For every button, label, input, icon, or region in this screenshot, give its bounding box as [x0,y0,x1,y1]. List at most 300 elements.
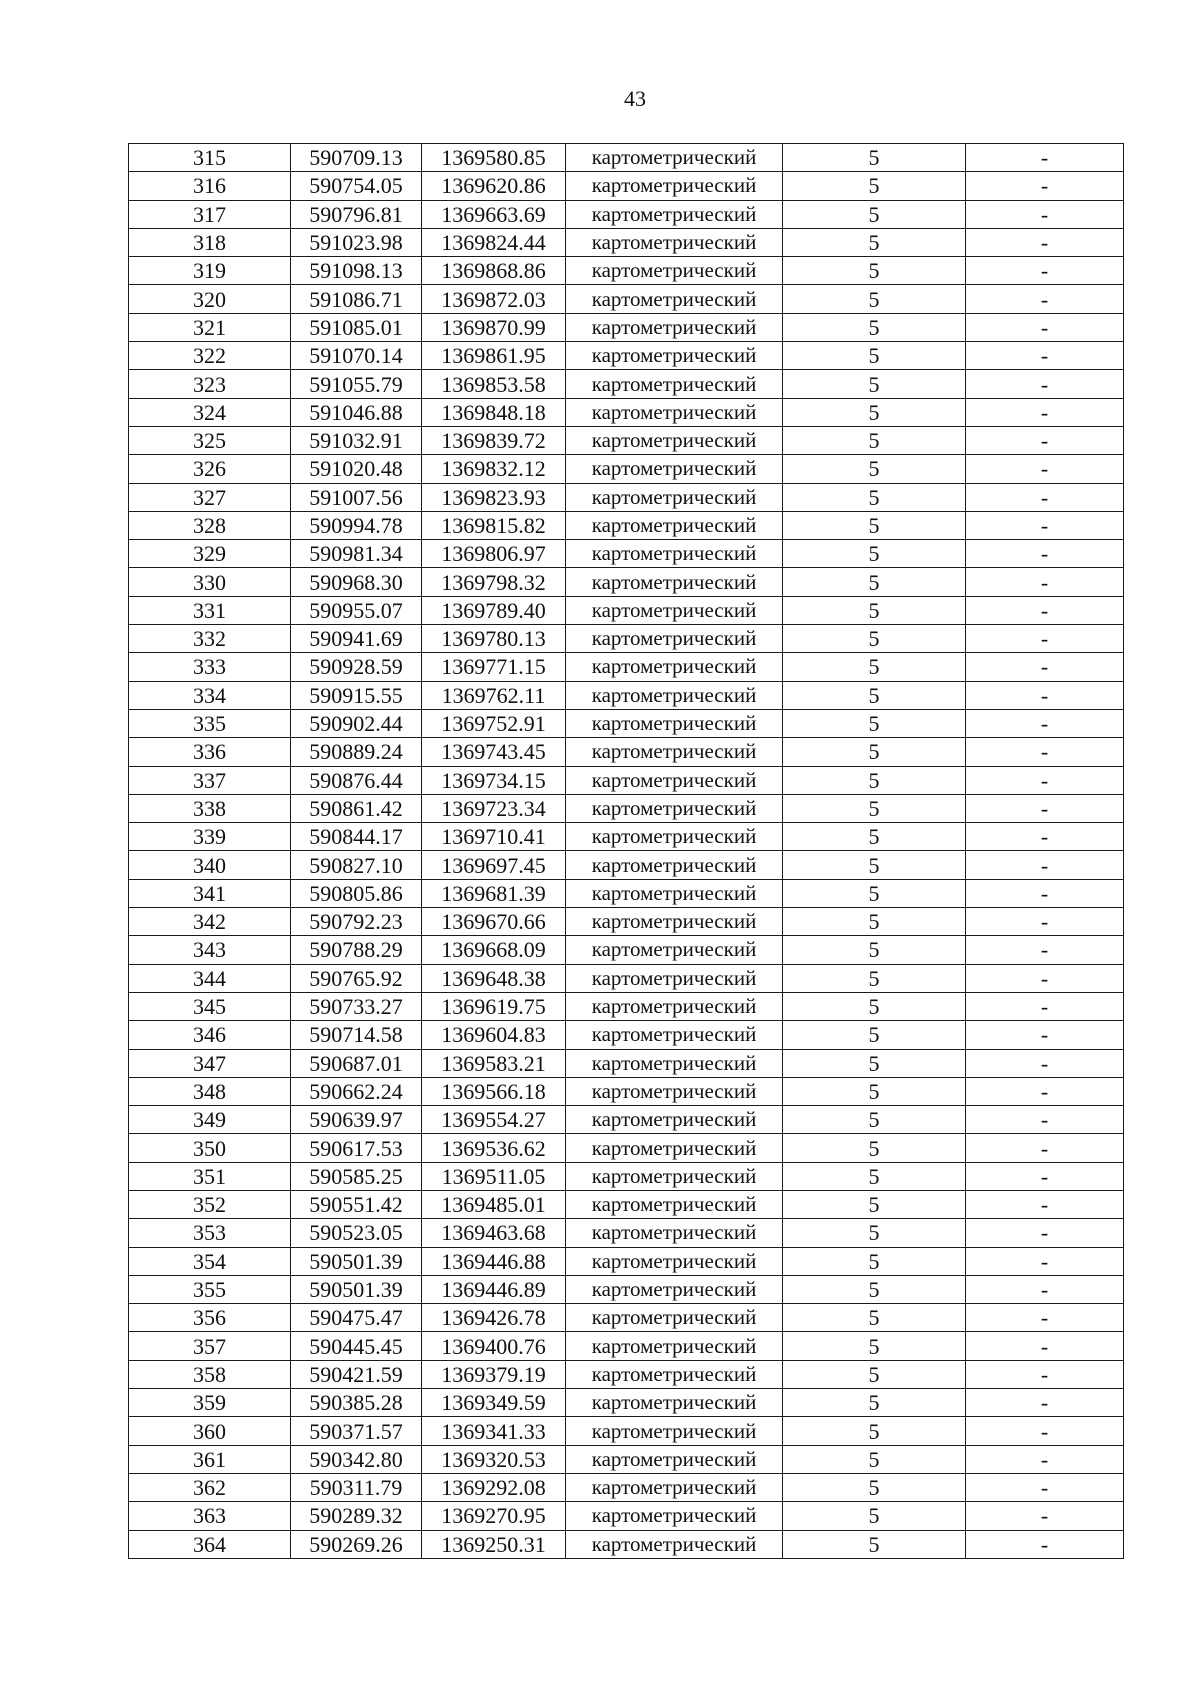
y-coordinate-cell: 1369848.18 [422,398,566,426]
precision-cell: 5 [783,879,966,907]
x-coordinate-cell: 590342.80 [291,1445,422,1473]
y-coordinate-cell: 1369798.32 [422,568,566,596]
point-number-cell: 336 [129,738,291,766]
table-row [129,681,1124,709]
y-coordinate-cell: 1369668.09 [422,936,566,964]
precision-cell: 5 [783,851,966,879]
method-cell: картометрический [566,370,783,398]
description-cell: - [966,511,1124,539]
method-cell: картометрический [566,1360,783,1388]
method-cell: картометрический [566,596,783,624]
table-row [129,483,1124,511]
description-cell: - [966,936,1124,964]
y-coordinate-cell: 1369771.15 [422,653,566,681]
description-cell: - [966,426,1124,454]
table-row [129,1219,1124,1247]
table-row [129,540,1124,568]
y-coordinate-cell: 1369446.89 [422,1275,566,1303]
x-coordinate-cell: 590876.44 [291,766,422,794]
point-number-cell: 348 [129,1077,291,1105]
x-coordinate-cell: 590981.34 [291,540,422,568]
method-cell: картометрический [566,1190,783,1218]
method-cell: картометрический [566,625,783,653]
x-coordinate-cell: 590551.42 [291,1190,422,1218]
method-cell: картометрический [566,992,783,1020]
point-number-cell: 325 [129,426,291,454]
x-coordinate-cell: 590385.28 [291,1389,422,1417]
table-row [129,908,1124,936]
y-coordinate-cell: 1369426.78 [422,1304,566,1332]
point-number-cell: 335 [129,709,291,737]
description-cell: - [966,1106,1124,1134]
y-coordinate-cell: 1369681.39 [422,879,566,907]
y-coordinate-cell: 1369752.91 [422,709,566,737]
x-coordinate-cell: 591023.98 [291,228,422,256]
method-cell: картометрический [566,568,783,596]
point-number-cell: 332 [129,625,291,653]
method-cell: картометрический [566,342,783,370]
table-row [129,992,1124,1020]
point-number-cell: 344 [129,964,291,992]
method-cell: картометрический [566,1077,783,1105]
method-cell: картометрический [566,964,783,992]
precision-cell: 5 [783,794,966,822]
description-cell: - [966,1445,1124,1473]
page-number: 43 [624,86,646,111]
point-number-cell: 334 [129,681,291,709]
method-cell: картометрический [566,1275,783,1303]
table-row [129,1106,1124,1134]
point-number-cell: 341 [129,879,291,907]
point-number-cell: 355 [129,1275,291,1303]
precision-cell: 5 [783,1332,966,1360]
precision-cell: 5 [783,1417,966,1445]
y-coordinate-cell: 1369648.38 [422,964,566,992]
table-row [129,1473,1124,1501]
precision-cell: 5 [783,709,966,737]
y-coordinate-cell: 1369789.40 [422,596,566,624]
point-number-cell: 351 [129,1162,291,1190]
y-coordinate-cell: 1369697.45 [422,851,566,879]
point-number-cell: 342 [129,908,291,936]
method-cell: картометрический [566,511,783,539]
description-cell: - [966,681,1124,709]
description-cell: - [966,257,1124,285]
description-cell: - [966,1049,1124,1077]
method-cell: картометрический [566,851,783,879]
y-coordinate-cell: 1369580.85 [422,144,566,172]
precision-cell: 5 [783,342,966,370]
table-row [129,709,1124,737]
y-coordinate-cell: 1369554.27 [422,1106,566,1134]
method-cell: картометрический [566,908,783,936]
y-coordinate-cell: 1369870.99 [422,313,566,341]
description-cell: - [966,1219,1124,1247]
precision-cell: 5 [783,1106,966,1134]
method-cell: картометрический [566,1162,783,1190]
x-coordinate-cell: 590968.30 [291,568,422,596]
point-number-cell: 346 [129,1021,291,1049]
y-coordinate-cell: 1369292.08 [422,1473,566,1501]
point-number-cell: 358 [129,1360,291,1388]
precision-cell: 5 [783,1502,966,1530]
method-cell: картометрический [566,313,783,341]
method-cell: картометрический [566,1106,783,1134]
description-cell: - [966,992,1124,1020]
y-coordinate-cell: 1369511.05 [422,1162,566,1190]
precision-cell: 5 [783,1190,966,1218]
method-cell: картометрический [566,285,783,313]
y-coordinate-cell: 1369872.03 [422,285,566,313]
precision-cell: 5 [783,625,966,653]
x-coordinate-cell: 590994.78 [291,511,422,539]
table-row [129,144,1124,172]
table-row [129,1021,1124,1049]
description-cell: - [966,398,1124,426]
y-coordinate-cell: 1369619.75 [422,992,566,1020]
table-row [129,1360,1124,1388]
method-cell: картометрический [566,766,783,794]
x-coordinate-cell: 590709.13 [291,144,422,172]
point-number-cell: 327 [129,483,291,511]
y-coordinate-cell: 1369446.88 [422,1247,566,1275]
table-row [129,625,1124,653]
description-cell: - [966,908,1124,936]
point-number-cell: 322 [129,342,291,370]
description-cell: - [966,738,1124,766]
y-coordinate-cell: 1369270.95 [422,1502,566,1530]
y-coordinate-cell: 1369815.82 [422,511,566,539]
table-row [129,1502,1124,1530]
point-number-cell: 360 [129,1417,291,1445]
y-coordinate-cell: 1369341.33 [422,1417,566,1445]
description-cell: - [966,1021,1124,1049]
y-coordinate-cell: 1369780.13 [422,625,566,653]
x-coordinate-cell: 590523.05 [291,1219,422,1247]
description-cell: - [966,1275,1124,1303]
description-cell: - [966,1360,1124,1388]
x-coordinate-cell: 590788.29 [291,936,422,964]
y-coordinate-cell: 1369723.34 [422,794,566,822]
point-number-cell: 328 [129,511,291,539]
precision-cell: 5 [783,426,966,454]
point-number-cell: 356 [129,1304,291,1332]
precision-cell: 5 [783,1077,966,1105]
description-cell: - [966,1304,1124,1332]
description-cell: - [966,1473,1124,1501]
y-coordinate-cell: 1369853.58 [422,370,566,398]
x-coordinate-cell: 590371.57 [291,1417,422,1445]
table-row [129,766,1124,794]
x-coordinate-cell: 590827.10 [291,851,422,879]
description-cell: - [966,1247,1124,1275]
precision-cell: 5 [783,681,966,709]
method-cell: картометрический [566,455,783,483]
precision-cell: 5 [783,992,966,1020]
y-coordinate-cell: 1369349.59 [422,1389,566,1417]
x-coordinate-cell: 590928.59 [291,653,422,681]
method-cell: картометрический [566,1417,783,1445]
description-cell: - [966,342,1124,370]
table-row [129,1162,1124,1190]
description-cell: - [966,964,1124,992]
point-number-cell: 347 [129,1049,291,1077]
x-coordinate-cell: 590844.17 [291,823,422,851]
x-coordinate-cell: 590269.26 [291,1530,422,1558]
table-row [129,228,1124,256]
precision-cell: 5 [783,908,966,936]
method-cell: картометрический [566,1473,783,1501]
x-coordinate-cell: 590421.59 [291,1360,422,1388]
precision-cell: 5 [783,228,966,256]
x-coordinate-cell: 591046.88 [291,398,422,426]
table-row [129,1530,1124,1558]
method-cell: картометрический [566,1502,783,1530]
x-coordinate-cell: 591070.14 [291,342,422,370]
x-coordinate-cell: 590889.24 [291,738,422,766]
table-row [129,1304,1124,1332]
description-cell: - [966,653,1124,681]
x-coordinate-cell: 590687.01 [291,1049,422,1077]
table-row [129,200,1124,228]
table-row [129,370,1124,398]
precision-cell: 5 [783,1021,966,1049]
y-coordinate-cell: 1369320.53 [422,1445,566,1473]
table-row [129,794,1124,822]
precision-cell: 5 [783,738,966,766]
y-coordinate-cell: 1369620.86 [422,172,566,200]
y-coordinate-cell: 1369485.01 [422,1190,566,1218]
point-number-cell: 315 [129,144,291,172]
table-row [129,1417,1124,1445]
method-cell: картометрический [566,426,783,454]
table-row [129,455,1124,483]
description-cell: - [966,144,1124,172]
description-cell: - [966,483,1124,511]
point-number-cell: 353 [129,1219,291,1247]
table-row [129,1275,1124,1303]
x-coordinate-cell: 590617.53 [291,1134,422,1162]
precision-cell: 5 [783,455,966,483]
point-number-cell: 329 [129,540,291,568]
table-row [129,172,1124,200]
precision-cell: 5 [783,370,966,398]
description-cell: - [966,1162,1124,1190]
method-cell: картометрический [566,936,783,964]
y-coordinate-cell: 1369604.83 [422,1021,566,1049]
y-coordinate-cell: 1369710.41 [422,823,566,851]
point-number-cell: 350 [129,1134,291,1162]
point-number-cell: 317 [129,200,291,228]
method-cell: картометрический [566,228,783,256]
y-coordinate-cell: 1369832.12 [422,455,566,483]
method-cell: картометрический [566,257,783,285]
precision-cell: 5 [783,596,966,624]
x-coordinate-cell: 590662.24 [291,1077,422,1105]
precision-cell: 5 [783,172,966,200]
table-row [129,823,1124,851]
point-number-cell: 323 [129,370,291,398]
x-coordinate-cell: 590796.81 [291,200,422,228]
method-cell: картометрический [566,1389,783,1417]
description-cell: - [966,313,1124,341]
table-row [129,936,1124,964]
table-row [129,879,1124,907]
precision-cell: 5 [783,1304,966,1332]
table-row [129,568,1124,596]
table-row [129,964,1124,992]
description-cell: - [966,455,1124,483]
x-coordinate-cell: 590765.92 [291,964,422,992]
y-coordinate-cell: 1369743.45 [422,738,566,766]
table-row [129,257,1124,285]
point-number-cell: 338 [129,794,291,822]
method-cell: картометрический [566,1049,783,1077]
point-number-cell: 339 [129,823,291,851]
point-number-cell: 349 [129,1106,291,1134]
table-row [129,738,1124,766]
x-coordinate-cell: 590714.58 [291,1021,422,1049]
y-coordinate-cell: 1369861.95 [422,342,566,370]
description-cell: - [966,1077,1124,1105]
point-number-cell: 316 [129,172,291,200]
precision-cell: 5 [783,313,966,341]
method-cell: картометрический [566,398,783,426]
y-coordinate-cell: 1369824.44 [422,228,566,256]
x-coordinate-cell: 590585.25 [291,1162,422,1190]
precision-cell: 5 [783,568,966,596]
description-cell: - [966,200,1124,228]
y-coordinate-cell: 1369663.69 [422,200,566,228]
table-row [129,1190,1124,1218]
x-coordinate-cell: 590289.32 [291,1502,422,1530]
x-coordinate-cell: 590955.07 [291,596,422,624]
y-coordinate-cell: 1369536.62 [422,1134,566,1162]
precision-cell: 5 [783,1162,966,1190]
description-cell: - [966,1417,1124,1445]
x-coordinate-cell: 590861.42 [291,794,422,822]
point-number-cell: 330 [129,568,291,596]
x-coordinate-cell: 590501.39 [291,1275,422,1303]
method-cell: картометрический [566,172,783,200]
description-cell: - [966,285,1124,313]
precision-cell: 5 [783,200,966,228]
point-number-cell: 324 [129,398,291,426]
precision-cell: 5 [783,1247,966,1275]
table-row [129,426,1124,454]
point-number-cell: 319 [129,257,291,285]
precision-cell: 5 [783,936,966,964]
y-coordinate-cell: 1369250.31 [422,1530,566,1558]
y-coordinate-cell: 1369734.15 [422,766,566,794]
point-number-cell: 359 [129,1389,291,1417]
description-cell: - [966,709,1124,737]
description-cell: - [966,172,1124,200]
x-coordinate-cell: 591098.13 [291,257,422,285]
x-coordinate-cell: 590902.44 [291,709,422,737]
table-row [129,1134,1124,1162]
description-cell: - [966,766,1124,794]
x-coordinate-cell: 591020.48 [291,455,422,483]
precision-cell: 5 [783,257,966,285]
point-number-cell: 326 [129,455,291,483]
point-number-cell: 352 [129,1190,291,1218]
x-coordinate-cell: 590754.05 [291,172,422,200]
y-coordinate-cell: 1369823.93 [422,483,566,511]
precision-cell: 5 [783,653,966,681]
description-cell: - [966,823,1124,851]
description-cell: - [966,1332,1124,1360]
method-cell: картометрический [566,1219,783,1247]
precision-cell: 5 [783,483,966,511]
description-cell: - [966,1190,1124,1218]
point-number-cell: 331 [129,596,291,624]
x-coordinate-cell: 590915.55 [291,681,422,709]
point-number-cell: 340 [129,851,291,879]
method-cell: картометрический [566,1247,783,1275]
y-coordinate-cell: 1369839.72 [422,426,566,454]
method-cell: картометрический [566,483,783,511]
description-cell: - [966,879,1124,907]
x-coordinate-cell: 590805.86 [291,879,422,907]
x-coordinate-cell: 591007.56 [291,483,422,511]
description-cell: - [966,370,1124,398]
method-cell: картометрический [566,879,783,907]
precision-cell: 5 [783,285,966,313]
point-number-cell: 357 [129,1332,291,1360]
x-coordinate-cell: 591085.01 [291,313,422,341]
table-row [129,511,1124,539]
x-coordinate-cell: 591032.91 [291,426,422,454]
table-row [129,851,1124,879]
precision-cell: 5 [783,511,966,539]
x-coordinate-cell: 590733.27 [291,992,422,1020]
y-coordinate-cell: 1369670.66 [422,908,566,936]
y-coordinate-cell: 1369583.21 [422,1049,566,1077]
x-coordinate-cell: 590475.47 [291,1304,422,1332]
precision-cell: 5 [783,398,966,426]
point-number-cell: 337 [129,766,291,794]
precision-cell: 5 [783,1219,966,1247]
description-cell: - [966,851,1124,879]
point-number-cell: 318 [129,228,291,256]
precision-cell: 5 [783,144,966,172]
description-cell: - [966,1502,1124,1530]
description-cell: - [966,568,1124,596]
description-cell: - [966,1530,1124,1558]
y-coordinate-cell: 1369868.86 [422,257,566,285]
point-number-cell: 364 [129,1530,291,1558]
precision-cell: 5 [783,1049,966,1077]
point-number-cell: 343 [129,936,291,964]
precision-cell: 5 [783,1389,966,1417]
point-number-cell: 354 [129,1247,291,1275]
method-cell: картометрический [566,1304,783,1332]
table-row [129,398,1124,426]
x-coordinate-cell: 590445.45 [291,1332,422,1360]
precision-cell: 5 [783,823,966,851]
y-coordinate-cell: 1369806.97 [422,540,566,568]
point-number-cell: 362 [129,1473,291,1501]
method-cell: картометрический [566,1021,783,1049]
x-coordinate-cell: 590639.97 [291,1106,422,1134]
x-coordinate-cell: 590941.69 [291,625,422,653]
x-coordinate-cell: 590311.79 [291,1473,422,1501]
y-coordinate-cell: 1369400.76 [422,1332,566,1360]
y-coordinate-cell: 1369566.18 [422,1077,566,1105]
precision-cell: 5 [783,540,966,568]
point-number-cell: 363 [129,1502,291,1530]
